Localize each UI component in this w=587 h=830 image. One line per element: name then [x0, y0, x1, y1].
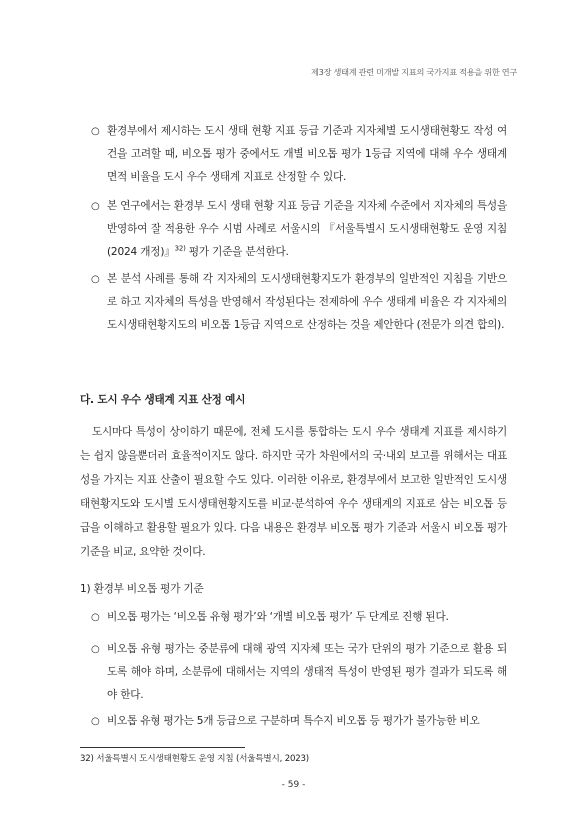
bullet-mark: ○	[91, 126, 100, 137]
section-title: 다. 도시 우수 생태계 지표 산정 예시	[80, 394, 246, 406]
footnote-divider	[80, 747, 245, 748]
bullet-text-tail: 평가 기준을 분석한다.	[185, 246, 289, 258]
bullet-mark: ○	[91, 274, 100, 285]
bullet-text: 비오톱 유형 평가는 5개 등급으로 구분하며 특수지 비오톱 등 평가가 불가능한 비오	[107, 715, 480, 727]
page-number: - 59 -	[281, 780, 306, 790]
bullet-text: 환경부에서 제시하는 도시 생태 현황 지표 등급 기준과 지자체별 도시생태현황도 작성 여건을 고려할 때, 비오톱 평가 중에서도 개별 비오톱 평가 1등급 지역에 대해 우수 생태계 면적 비율을 도시 우수 생태계 지표로 산정할 수 있다.	[107, 125, 507, 183]
subheading: 1) 환경부 비오톱 평가 기준	[80, 583, 204, 595]
footnote: 32) 서울특별시 도시생태현황도 운영 지침 (서울특별시, 2023)	[80, 754, 309, 764]
footnote-ref: 32)	[174, 244, 186, 253]
running-header: 제3장 생태계 관련 미개발 지표의 국가지표 적용을 위한 연구	[311, 67, 517, 77]
bullet-item	[91, 268, 507, 337]
bullet-item	[91, 710, 507, 733]
bullet-text: 본 분석 사례를 통해 각 지자체의 도시생태현황지도가 환경부의 일반적인 지침을 기반으로 하고 지자체의 특성을 반영해서 작성된다는 전제하에 우수 생태계 비율은 각 지자체의 도시생태현황지도의 비오톱 1등급 지역으로 산정하는 것을 제안한다 (전문가 의견 합의).	[107, 273, 507, 331]
bullet-mark: ○	[91, 612, 100, 623]
bullet-item	[91, 638, 507, 707]
bullet-mark: ○	[91, 716, 100, 727]
bullet-mark: ○	[91, 201, 100, 212]
bullet-text-main: 본 연구에서는 환경부 도시 생태 현황 지표 등급 기준을 지자체 수준에서 지자체의 특성을 반영하여 잘 적용한 우수 시범 사례로 서울시의 『서울특별시 도시생태현황도 운영 지침(2024 개정)』	[107, 200, 507, 258]
bullet-mark: ○	[91, 644, 100, 655]
body-paragraph: 도시마다 특성이 상이하기 때문에, 전체 도시를 통합하는 도시 우수 생태계 지표를 제시하기는 쉽지 않을뿐더러 효율적이지도 않다. 하지만 국가 차원에서의 국·내외 보고를 위해서는 대표성을 가지는 지표 산출이 필요할 수도 있다. 이러한 이유로, 환경부에서 보고한 일반적인 도시생태현황지도와 도시별 도시생태현황지도를 비교·분석하여 우수 생태계의 지표로 삼는 비오톱 등급을 이해하고 활용할 필요가 있다. 다음 내용은 환경부 비오톱 평가 기준과 서울시 비오톱 평가 기준을 비교, 요약한 것이다.	[80, 426, 507, 558]
bullet-text: 비오톱 평가는 ‘비오톱 유형 평가’와 ‘개별 비오톱 평가’ 두 단계로 진행 된다.	[107, 611, 449, 623]
bullet-item	[91, 606, 507, 629]
bullet-item	[91, 195, 507, 264]
bullet-text: 비오톱 유형 평가는 중분류에 대해 광역 지자체 또는 국가 단위의 평가 기준으로 활용 되도록 해야 하며, 소분류에 대해서는 지역의 생태적 특성이 반영된 평가 결과가 되도록 해야 한다.	[107, 643, 507, 701]
bullet-item	[91, 120, 507, 189]
bullet-text	[107, 195, 507, 264]
